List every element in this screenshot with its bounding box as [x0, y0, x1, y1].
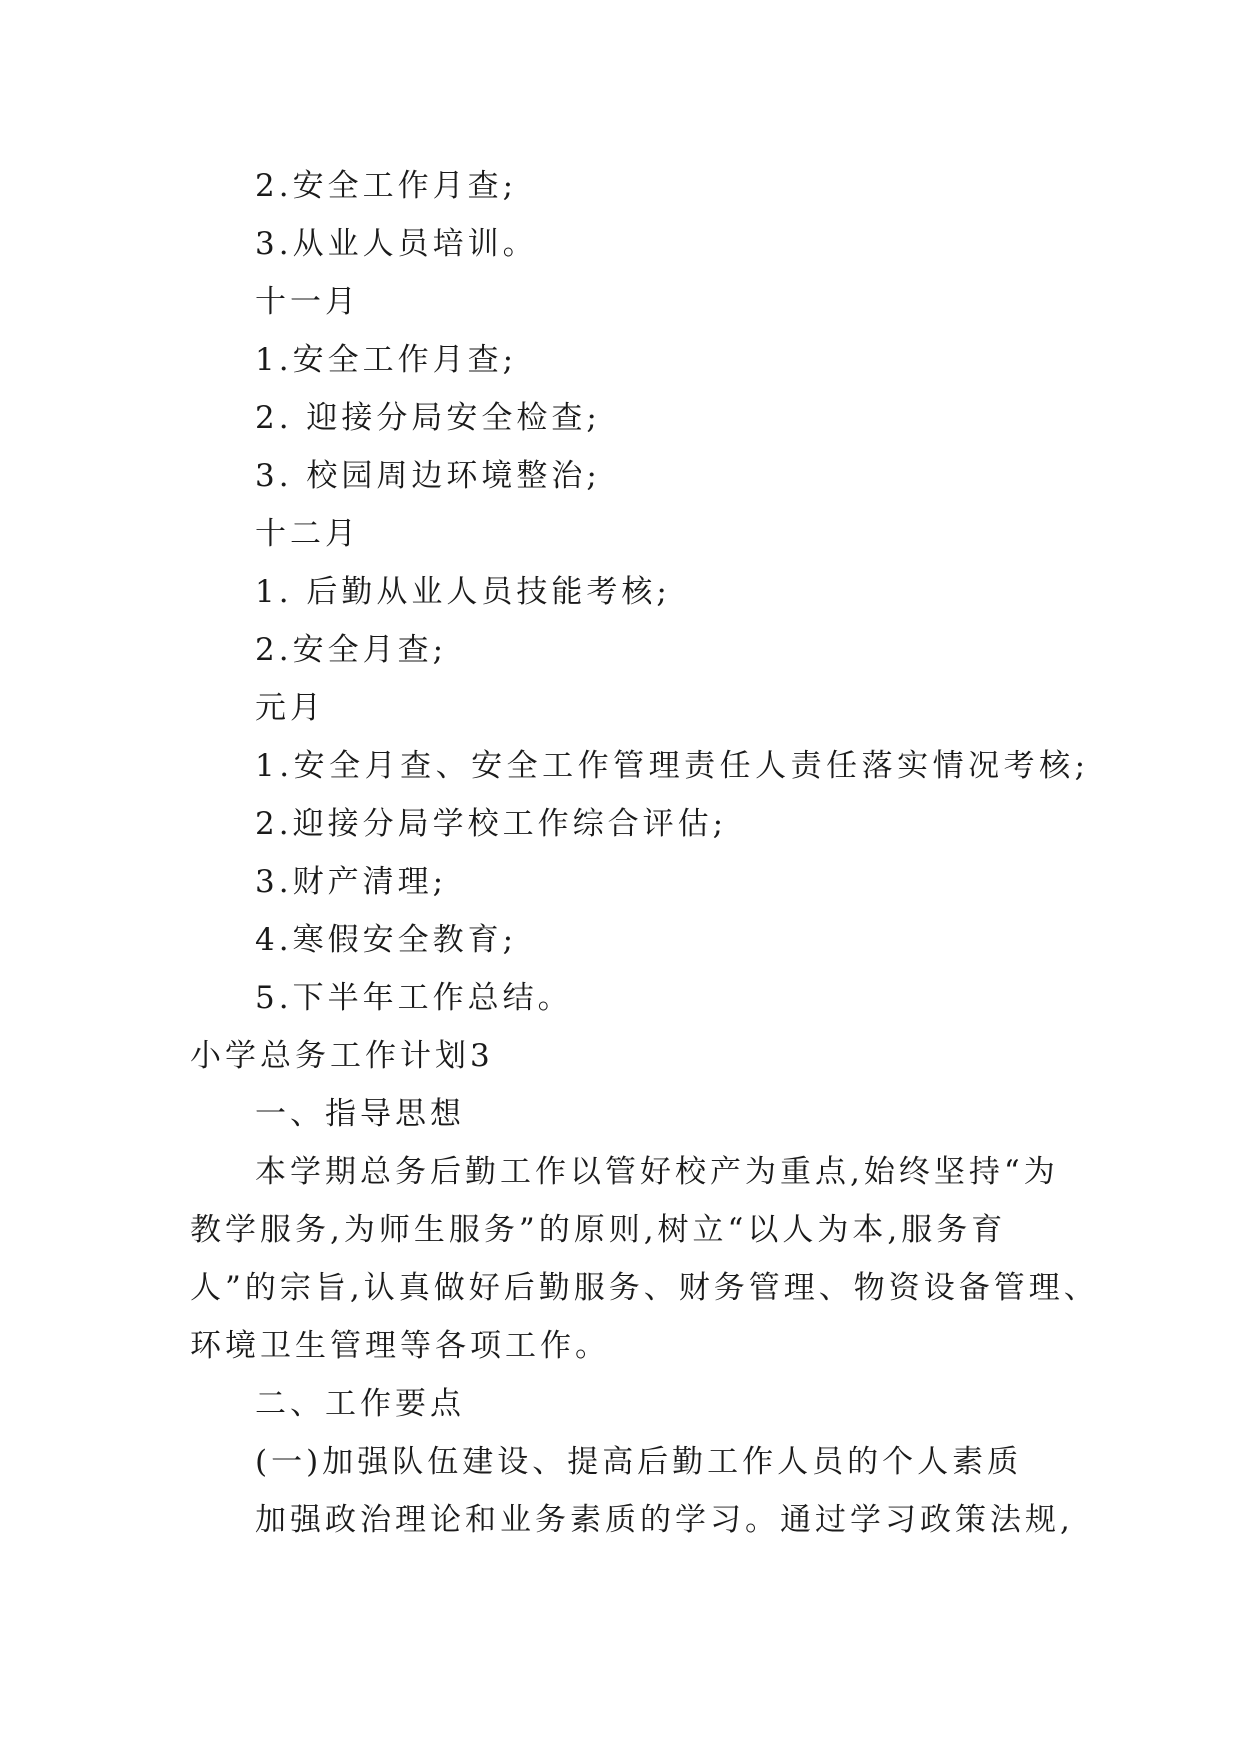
list-item: 1.安全工作月查; [255, 342, 518, 378]
paragraph-line: 人”的宗旨,认真做好后勤服务、财务管理、物资设备管理、 [190, 1270, 1099, 1306]
document-title: 小学总务工作计划3 [190, 1038, 494, 1074]
section-heading: 一、指导思想 [255, 1096, 465, 1132]
paragraph-line: 教学服务,为师生服务”的原则,树立“以人为本,服务育 [190, 1212, 1007, 1248]
month-heading: 十二月 [255, 516, 360, 552]
subsection-heading: (一)加强队伍建设、提高后勤工作人员的个人素质 [255, 1444, 1023, 1480]
list-item: 2.安全工作月查; [255, 168, 518, 204]
list-item: 1.安全月查、安全工作管理责任人责任落实情况考核; [255, 748, 1090, 784]
paragraph-line: 本学期总务后勤工作以管好校产为重点,始终坚持“为 [255, 1154, 1059, 1190]
list-item: 3. 校园周边环境整治; [255, 458, 601, 494]
list-item: 2.迎接分局学校工作综合评估; [255, 806, 728, 842]
list-item: 4.寒假安全教育; [255, 922, 518, 958]
month-heading: 十一月 [255, 284, 360, 320]
paragraph-line: 加强政治理论和业务素质的学习。通过学习政策法规, [255, 1502, 1074, 1538]
month-heading: 元月 [255, 690, 325, 726]
list-item: 3.从业人员培训。 [255, 226, 538, 262]
list-item: 2. 迎接分局安全检查; [255, 400, 601, 436]
paragraph-line: 环境卫生管理等各项工作。 [190, 1328, 610, 1364]
section-heading: 二、工作要点 [255, 1386, 465, 1422]
list-item: 2.安全月查; [255, 632, 448, 668]
list-item: 5.下半年工作总结。 [255, 980, 573, 1016]
list-item: 1. 后勤从业人员技能考核; [255, 574, 671, 610]
list-item: 3.财产清理; [255, 864, 448, 900]
